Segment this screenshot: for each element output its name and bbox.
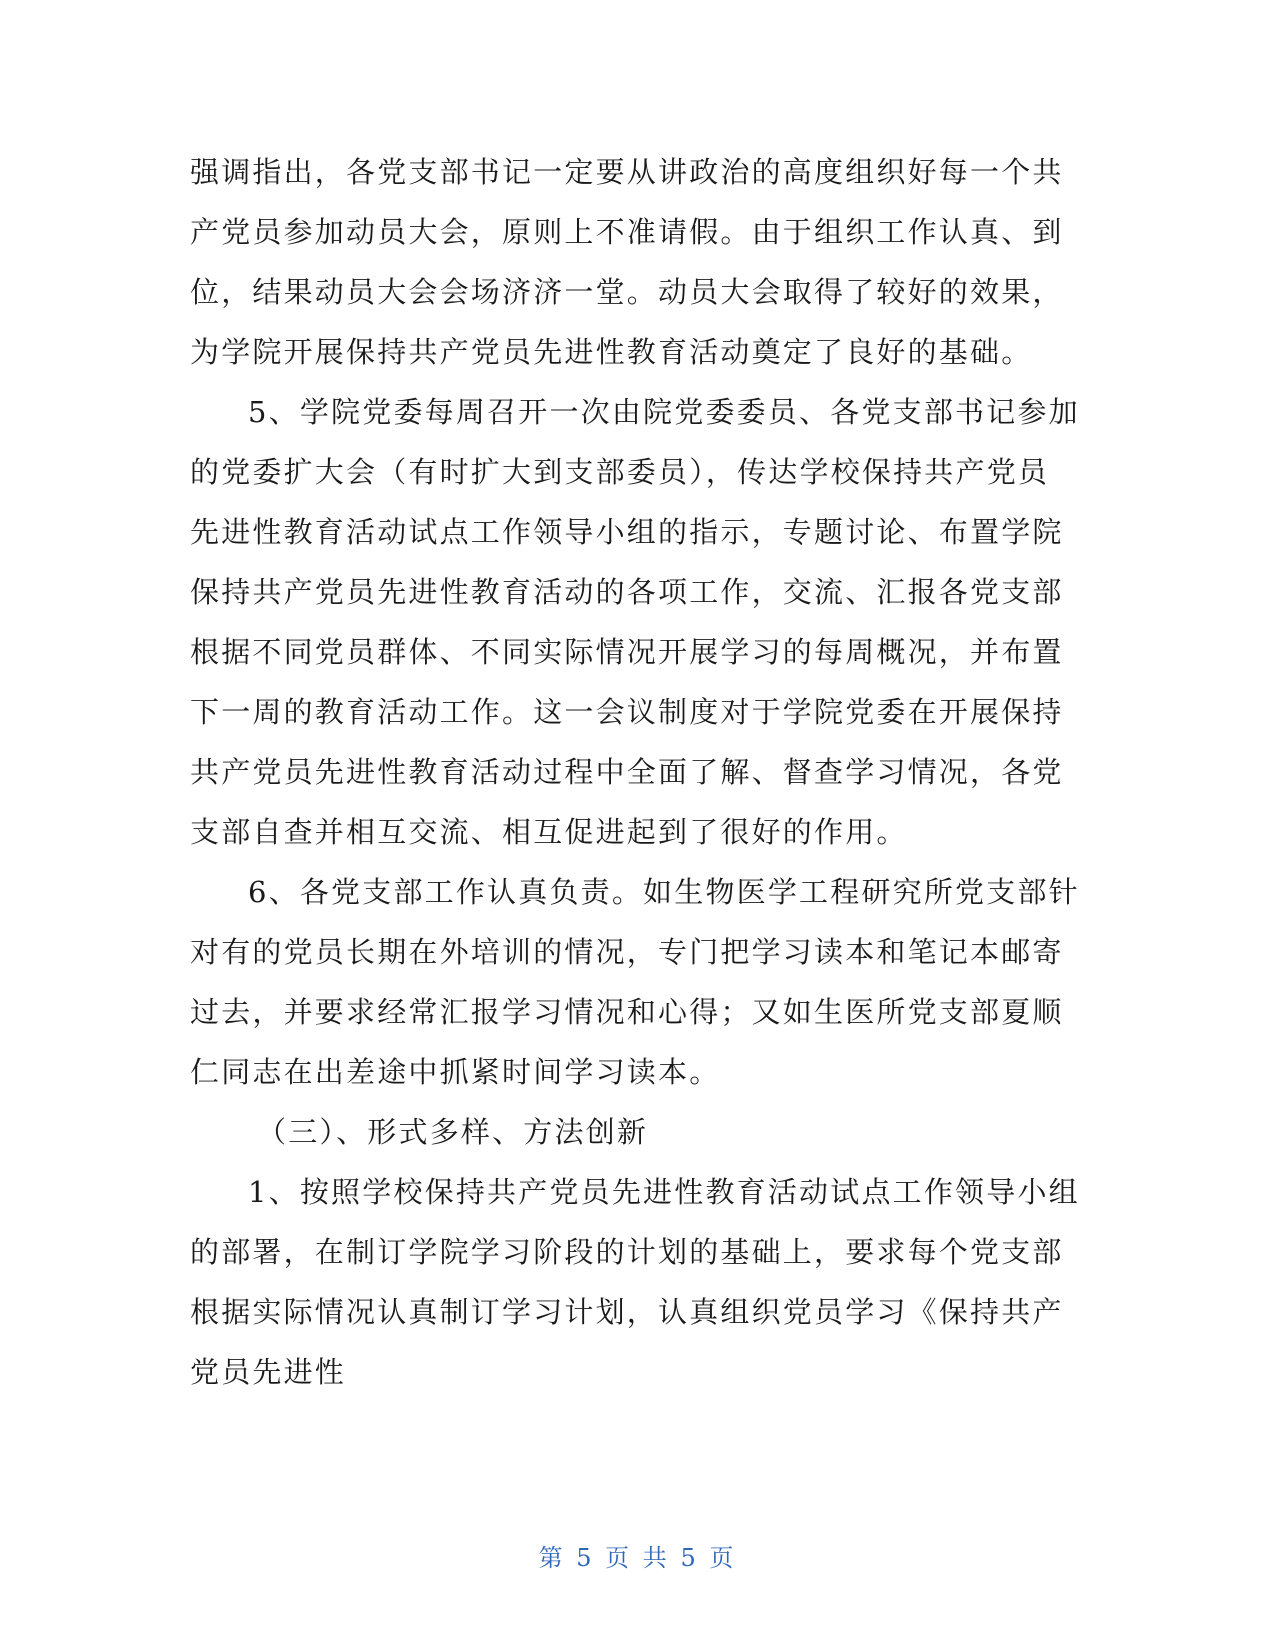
footer-middle: 页 共 (605, 1544, 670, 1572)
text-line: 为学院开展保持共产党员先进性教育活动奠定了良好的基础。 (190, 335, 1033, 369)
paragraph-1 (190, 142, 1090, 382)
text-line: 对有的党员长期在外培训的情况，专门把学习读本和笔记本邮寄 (190, 935, 1064, 969)
text-line: 先进性教育活动试点工作领导小组的指示，专题讨论、布置学院 (190, 515, 1064, 549)
text-line: 的党委扩大会（有时扩大到支部委员），传达学校保持共产党员 (190, 455, 1050, 489)
document-body (190, 142, 1090, 1402)
total-page-number: 5 (680, 1544, 699, 1572)
text-line: 共产党员先进性教育活动过程中全面了解、督查学习情况，各党 (190, 755, 1064, 789)
footer-prefix: 第 (538, 1544, 566, 1572)
text-line: 支部自查并相互交流、相互促进起到了很好的作用。 (190, 815, 908, 849)
footer-suffix: 页 (709, 1544, 737, 1572)
paragraph-3 (190, 862, 1090, 1102)
text-line: 保持共产党员先进性教育活动的各项工作，交流、汇报各党支部 (190, 575, 1064, 609)
current-page-number: 5 (576, 1544, 595, 1572)
text-line: 6、各党支部工作认真负责。如生物医学工程研究所党支部针 (248, 875, 1080, 909)
text-line: 党员先进性 (190, 1355, 347, 1389)
section-heading: （三）、形式多样、方法创新 (257, 1115, 649, 1149)
text-line: 下一周的教育活动工作。这一会议制度对于学院党委在开展保持 (190, 695, 1064, 729)
page-footer (0, 1538, 1275, 1573)
text-line: 根据不同党员群体、不同实际情况开展学习的每周概况，并布置 (190, 635, 1064, 669)
text-line: 仁同志在出差途中抓紧时间学习读本。 (190, 1055, 721, 1089)
text-line: 的部署，在制订学院学习阶段的计划的基础上，要求每个党支部 (190, 1235, 1064, 1269)
text-line: 根据实际情况认真制订学习计划，认真组织党员学习《保持共产 (190, 1295, 1064, 1329)
text-line: 产党员参加动员大会，原则上不准请假。由于组织工作认真、到 (190, 215, 1064, 249)
text-line: 5、学院党委每周召开一次由院党委委员、各党支部书记参加 (248, 395, 1080, 429)
paragraph-2 (190, 382, 1090, 862)
text-line: 过去，并要求经常汇报学习情况和心得；又如生医所党支部夏顺 (190, 995, 1064, 1029)
paragraph-4 (190, 1162, 1090, 1402)
text-line: 位，结果动员大会会场济济一堂。动员大会取得了较好的效果， (190, 275, 1064, 309)
text-line: 1、按照学校保持共产党员先进性教育活动试点工作领导小组 (248, 1175, 1080, 1209)
text-line: 强调指出，各党支部书记一定要从讲政治的高度组织好每一个共 (190, 155, 1064, 189)
